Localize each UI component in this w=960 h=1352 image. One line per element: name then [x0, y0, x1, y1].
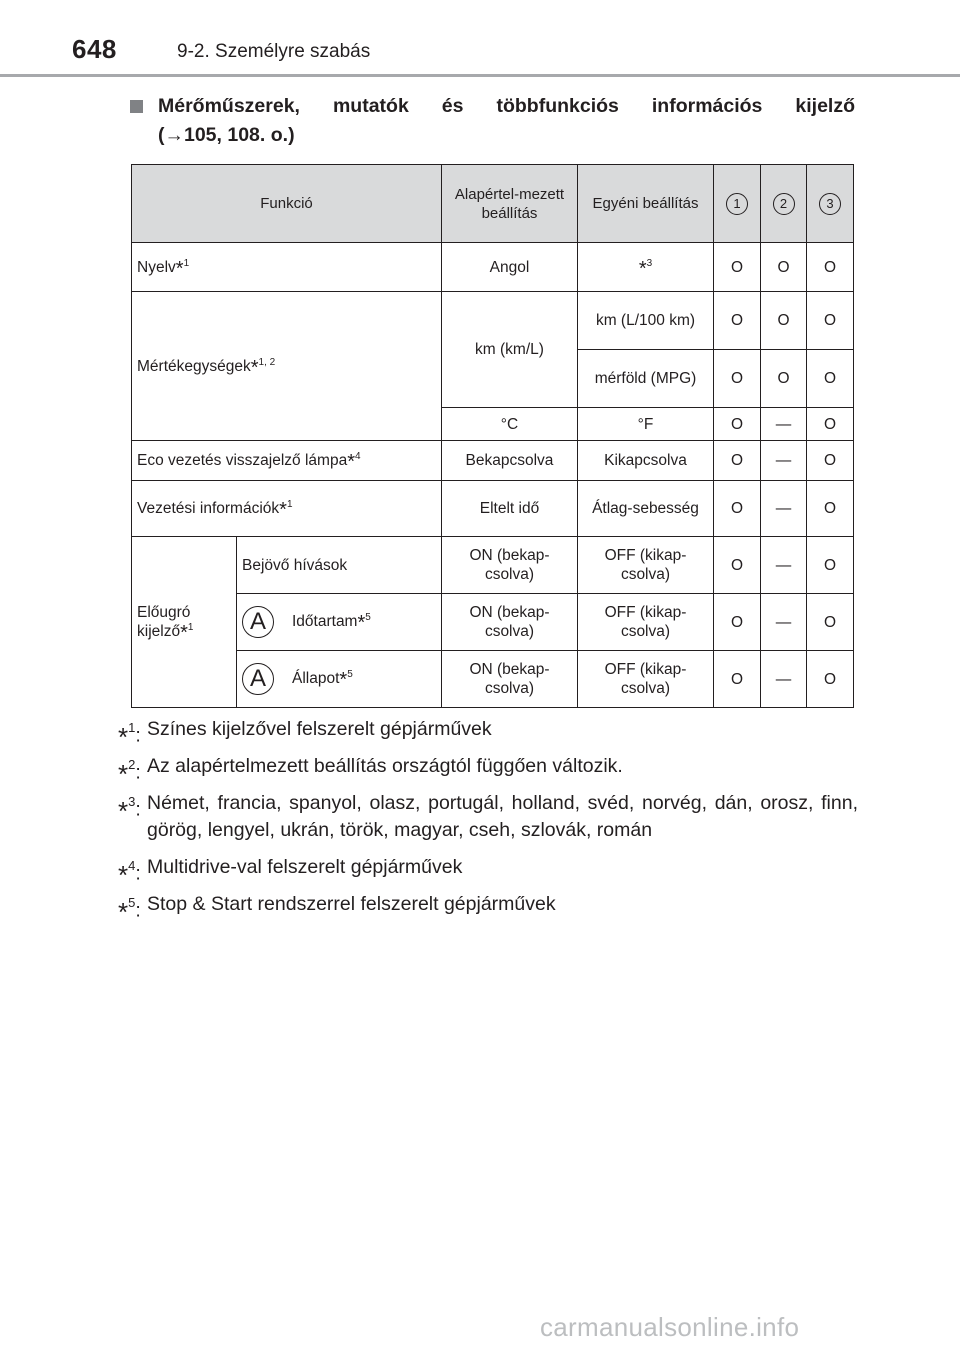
circled-3-icon: 3	[819, 193, 841, 215]
cell-custom: OFF (kikap-csolva)	[578, 651, 714, 708]
cell-col-1: O	[714, 292, 761, 350]
cell-col-1: O	[714, 651, 761, 708]
section-title: 9-2. Személyre szabás	[177, 41, 371, 62]
cell-default: ON (bekap-csolva)	[442, 651, 578, 708]
cell-default: Angol	[442, 243, 578, 292]
cell-col-2: —	[761, 441, 807, 481]
page-number: 648	[72, 34, 117, 64]
circled-a-icon: A	[242, 606, 274, 638]
row-label-nyelv: Nyelv*$^1$	[132, 243, 442, 292]
cell-default: km (km/L)	[442, 292, 578, 408]
cell-custom: OFF (kikap-csolva)	[578, 594, 714, 651]
cell-custom: Átlag-sebesség	[578, 481, 714, 537]
cell-col-1: O	[714, 350, 761, 408]
heading-line-2: (→105, 108. o.)	[158, 124, 295, 146]
cell-col-3: O	[807, 408, 854, 441]
sub-label-bejovo: Bejövő hívások	[237, 537, 442, 594]
square-bullet-icon	[130, 100, 143, 113]
cell-col-1: O	[714, 441, 761, 481]
cell-custom: °F	[578, 408, 714, 441]
cell-col-2: O	[761, 243, 807, 292]
cell-col-1: O	[714, 481, 761, 537]
header-function: Funkció	[132, 165, 442, 243]
footnote: *$^3$: Német, francia, spanyol, olasz, portugál, holland, svéd, norvég, dán, orosz, finn, görög, lengyel, ukrán, török, magyar, cseh, szlovák, román	[118, 792, 858, 841]
cell-col-2: O	[761, 292, 807, 350]
cell-default: ON (bekap-csolva)	[442, 594, 578, 651]
row-label-elougro: Előugró kijelző*$^1$	[132, 537, 237, 708]
heading-line-1: Mérőműszerek, mutatók és többfunkciós információs kijelző	[158, 95, 855, 117]
page-header	[0, 0, 960, 80]
cell-col-3: O	[807, 292, 854, 350]
cell-col-2: —	[761, 481, 807, 537]
footnote: *$^2$: Az alapértelmezett beállítás országtól függően változik.	[118, 755, 623, 789]
table-header-row	[132, 165, 854, 243]
table-row	[132, 651, 854, 708]
header-custom: Egyéni beállítás	[578, 165, 714, 243]
cell-custom: Kikapcsolva	[578, 441, 714, 481]
header-col-1	[714, 165, 761, 243]
cell-custom: *$^3$	[578, 243, 714, 292]
table-row	[132, 441, 854, 481]
header-default: Alapértel-mezett beállítás	[442, 165, 578, 243]
row-label-vezetesi: Vezetési információk*$^1$	[132, 481, 442, 537]
cell-col-2: —	[761, 408, 807, 441]
cell-col-2: —	[761, 651, 807, 708]
cell-col-2: —	[761, 594, 807, 651]
cell-col-2: O	[761, 350, 807, 408]
table-row	[132, 537, 854, 594]
cell-custom: mérföld (MPG)	[578, 350, 714, 408]
cell-col-3: O	[807, 481, 854, 537]
sub-label-idotartam: A Időtartam*$^5$	[237, 594, 442, 651]
cell-col-2: —	[761, 537, 807, 594]
header-col-2	[761, 165, 807, 243]
table-row	[132, 594, 854, 651]
cell-default: Bekapcsolva	[442, 441, 578, 481]
settings-table	[131, 164, 854, 708]
circled-1-icon: 1	[726, 193, 748, 215]
cell-col-1: O	[714, 243, 761, 292]
footnote: *$^4$: Multidrive-val felszerelt gépjárművek	[118, 856, 463, 890]
cell-col-3: O	[807, 537, 854, 594]
cell-col-3: O	[807, 594, 854, 651]
cell-col-3: O	[807, 441, 854, 481]
cell-col-1: O	[714, 537, 761, 594]
cell-custom: km (L/100 km)	[578, 292, 714, 350]
circled-a-icon: A	[242, 663, 274, 695]
cell-col-1: O	[714, 594, 761, 651]
footnote: *$^1$: Színes kijelzővel felszerelt gépjárművek	[118, 718, 492, 752]
circled-2-icon: 2	[773, 193, 795, 215]
cell-default: °C	[442, 408, 578, 441]
header-rule	[0, 74, 960, 77]
cell-default: Eltelt idő	[442, 481, 578, 537]
row-label-mertekegysegek: Mértékegységek*$^{1, 2}$	[132, 292, 442, 441]
cell-col-3: O	[807, 243, 854, 292]
footnotes	[118, 716, 858, 928]
table-row	[132, 292, 854, 350]
cell-col-3: O	[807, 350, 854, 408]
cell-col-1: O	[714, 408, 761, 441]
cell-col-3: O	[807, 651, 854, 708]
footnote: *$^5$: Stop & Start rendszerrel felszerelt gépjárművek	[118, 893, 556, 927]
header-col-3	[807, 165, 854, 243]
row-label-eco: Eco vezetés visszajelző lámpa*$^4$	[132, 441, 442, 481]
watermark: carmanualsonline.info	[540, 1312, 800, 1342]
table-row	[132, 243, 854, 292]
cell-custom: OFF (kikap-csolva)	[578, 537, 714, 594]
cell-default: ON (bekap-csolva)	[442, 537, 578, 594]
sub-label-allapot: A Állapot*$^5$	[237, 651, 442, 708]
table-row	[132, 481, 854, 537]
